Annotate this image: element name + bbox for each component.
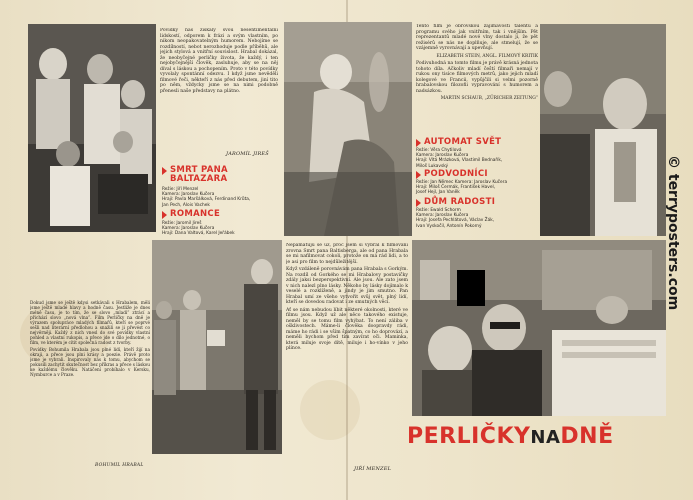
watermark: © terryposters.com: [665, 155, 681, 311]
left-column-text: Dokud jsme se ještě kdysi setkávali s Hrabalem, měli jsme ještě mladé hlavy a hodně času. Jestliže je dnes méně času, je to tím, že se slovo „mladí“ ztrácí a přichází slovo „nová vlna“. Film Perličky na dně je výrazem spolupráce mladých filmařů, kteří se poprvé sešli nad literární předlohou a snažili se ji převést co nejvěrněji. Každý z nich vnesl do své povídky vlastní pohled a vlastní rukopis, a přece jde o dílo jednotné, o film, ve kterém je cítit společná radost z tvorby. Povídky Bohumila Hrabala jsou plné lidí, kteří žijí na okraji, a přece jsou plni krásy a poezie. Právě proto jsme je vybrali. Inspirovaly nás k tomu, abychom se pokusili zachytit skutečnost bez příkras a přece s láskou ke každému člověku. Natáčení probíhalo v Kersku, Nymburce a v Praze.: [30, 300, 150, 377]
film-title-dum-radosti: DŮM RADOSTI: [416, 198, 495, 207]
photo-man-glasses: [412, 240, 666, 416]
main-title: PERLIČKYNADNĚ: [407, 424, 614, 449]
intro-signature: JAROMÍL JIREŠ: [226, 151, 269, 157]
arrow-marker-icon: [416, 199, 421, 207]
arrow-marker-icon: [162, 211, 167, 219]
film-title-automat: AUTOMAT SVĚT: [416, 138, 501, 147]
arrow-marker-icon: [416, 171, 421, 179]
center-text: Nepamatuju se už, proč jsem si vybral k filmování zrovna Smrt pana Baltisberga, ale od pana Hrabala se mi nafilmovat cokoli, protože on má rád lidi, a to je asi pro film to nejdůležitější. Když vzdáleně porovnávám pana Hrabala s Gorkým. Na rozdíl od Gorkého se mi Hrabalovy postavičky zdály jaksi bezperspektivní. Ale jsou. Ale zato jsem v nich nalezl plno lásky. Někoho by lásky dojímalo k veselé a rozklíženě, a jindy je jim smutno. Pan Hrabal umí ze všeho vytvořit svůj svět, plný lidí, kteří se dovedou radovat i ze smutných věcí. Ať se nám nebudou líbit některé okolnosti, které ve filmu jsou. Když už ale něco takového existuje, neměl by se tomu film vyhýbat. To není záliba v ošklivostech. Máme-li člověka doopravdy rádi, máme ho rádi i se vším špatným, co ho doprovází, a neměli bychom před tím zavírat oči. Maminka, která miluje svoje dítě, miluje i ho-vínko v jeho plínce.: [286, 243, 408, 351]
arrow-marker-icon: [162, 167, 167, 175]
film-credits-romance: Režie: Jaromil Jireš Kamera: Jaroslav Kučera Hrají: Dana Valtová, Karel Jeřábek: [162, 221, 235, 237]
film-credits-automat: Režie: Věra Chytilová Kamera: Jaroslav Kučera Hrají: Vítá Mrázková, Vlastimil Bednařík, Miloš Lukavský: [416, 148, 503, 169]
intro-text: [160, 28, 278, 150]
arrow-marker-icon: [416, 139, 421, 147]
intro-paragraph: Povídky nás získaly svou nesentimentální lidskostí, odporem k frázi a svým vlastním, po nikom neopakovatelným humorem. Nebojíme se rozdílností, nebot nerozhoduje podle příběhů, ale jejich stylová a vnitřní souvislost. Hrabal dokázal, že neobyčejné perličky života, že každý, i ten nejobyčejnější člověk, zasluhuje, aby se na něj díval s láskou a pochopením. Proto v této povídky vyvolaly spontánní odezvu. I když jsme nevěděli filmové řeči, někteří z nás před debutem, jiní tito po něm, vždycky jsme se na nimi podobně přenesli naše představy na plátno.: [160, 28, 278, 94]
photo-woman-bath: [284, 22, 412, 236]
center-signature: JIŘÍ MENZEL: [354, 466, 392, 472]
film-credits-baltazar: Režie: Jiří Menzel Kamera: Jaroslav Kučera Hrají: Pavla Maršálková, Ferdinand Krůta, Jan Pech, Alois Vachek: [162, 187, 251, 208]
photo-street-scene: [152, 240, 282, 454]
film-title-baltazar: SMRT PANA BALTAZARA: [162, 166, 228, 184]
critic-text: Tento film je obrovskou zajímavostí talentu a programu svého jak vnitřním, tak i vnějším. Pět reprezentantů mladé nové vlny dostalo ji, že pět režisérů se nás ne doplňuje, ale stmelují, že se vzájemně vyrovnávají a upevňují. ELIZABETH STEIN, ANGL. FILMOVÝ KRITIK Podivuhodná na tomto filmu je právě krásná jednota tohoto díla. Ačkoliv mladí čeští filmaři nemají v rukou ony tisíce filmových metrů, jako jejich mladí kolegové ve Francii, vypůjčili si velmi pozorně hrabalovskou filozofii vypravování s humorem a nadsázkou. MARTIN SCHAUB, „ZÜRICHER ZEITUNG“: [416, 24, 538, 101]
film-title-romance: ROMANCE: [162, 210, 220, 219]
film-credits-dum-radosti: Režie: Ewald Schorm Kamera: Jaroslav Kučera Hrají: Josefa Pechlátová, Václav Žák, Ivan Vyskočil, Antonín Pokorný: [416, 208, 495, 229]
photo-nurses: [28, 24, 156, 232]
film-title-podvodnici: PODVODNÍCI: [416, 170, 488, 179]
left-column-signature: BOHUMIL HRABAL: [95, 463, 144, 468]
film-credits-podvodnici: Režie: Jan Němec Kamera: Jaroslav Kučera Hrají: Miloš Čermák, František Havel, Josef Hejl, Jan Vaněk: [416, 180, 508, 196]
photo-old-man: [540, 24, 666, 236]
